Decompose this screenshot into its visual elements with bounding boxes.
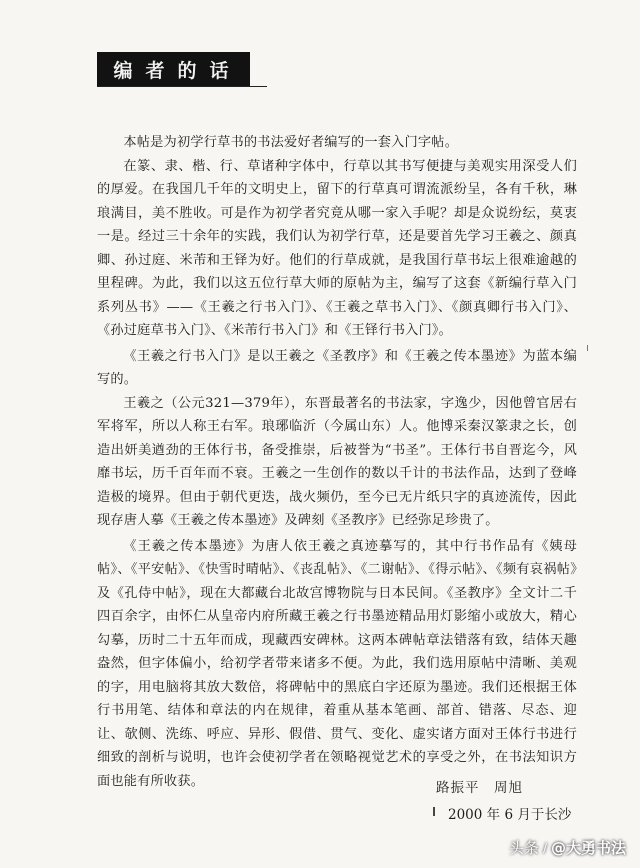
page-title: 编者的话 <box>97 52 250 86</box>
signature-date: 2000 年 6 月于长沙 <box>448 807 572 823</box>
paragraph-overview: 在篆、隶、楷、行、草诸种字体中，行草以其书写便捷与美观实用深受人们的厚爱。在我国几千年的文明史上，留下的行草真可谓流派纷呈，各有千秋，琳琅满目，美不胜收。可是作为初学者究竟从哪一家入手呢？却是众说纷纭，莫衷一是。经过三十余年的实践，我们认为初学行草，还是要首先学习王羲之、颜真卿、孙过庭、米芾和王铎为好。他们的行草成就，是我国行草书坛上很难逾越的里程碑。为此，我们以这五位行草大师的原帖为主，编写了这套《新编行草入门系列丛书》——《王羲之行书入门》、《王羲之草书入门》、《颜真卿行书入门》、《孙过庭草书入门》、《米芾行书入门》和《王铎行书入门》。 <box>97 158 577 338</box>
paragraph-sources: 《王羲之传本墨迹》为唐人依王羲之真迹摹写的，其中行书作品有《姨母帖》、《平安帖》、《快雪时晴帖》、《丧乱帖》、《二谢帖》、《得示帖》、《频有哀祸帖》及《孔侍中帖》，现在大都藏台北故宫博物院与日本民间。《圣教序》全文计二千四百余字，由怀仁从皇帝内府所藏王羲之行书墨迹精品用灯影缩小或放大，精心勾摹，历时二十五年而成，现藏西安碑林。这两本碑帖章法错落有致，结体天趣盎然，但字体偏小，给初学者带来诸多不便。为此，我们选用原帖中清晰、美观的字，用电脑将其放大数倍，将碑帖中的黑底白字还原为墨迹。我们还根据王体行书用笔、结体和章法的内在规律，着重从基本笔画、部首、错落、尽态、迎让、欹侧、洗练、呼应、异形、假借、贯气、变化、虚实诸方面对王体行书进行细致的剖析与说明，也许会使初学者在领略视觉艺术的享受之外，在书法知识方面也能有所收获。 <box>97 538 577 789</box>
signature-authors: 路振平 周旭 <box>436 780 523 796</box>
scan-mark <box>587 345 588 351</box>
preface-body <box>97 131 577 793</box>
paragraph-biography: 王羲之（公元321—379年），东晋最著名的书法家，字逸少，因他曾官居右军将军，所以人称王右军。琅琊临沂（今属山东）人。他博采秦汉篆隶之长，创造出妍美遒劲的王体行书，备受推崇，后被誉为“书圣”。王体行书自晋迄今，风靡书坛，历千百年而不衰。王羲之一生创作的数以千计的书法作品，达到了登峰造极的境界。但由于朝代更迭，战火频仍，至今已无片纸只字的真迹流传，因此现存唐人摹《王羲之传本墨迹》及碑刻《圣教序》已经弥足珍贵了。 <box>97 395 577 528</box>
paragraph-basis: 《王羲之行书入门》是以王羲之《圣教序》和《王羲之传本墨迹》为蓝本编写的。 <box>97 348 577 387</box>
paragraph-intro: 本帖是为初学行草书的书法爱好者编写的一套入门字帖。 <box>123 135 459 150</box>
watermark-source: 头条 <box>508 839 539 857</box>
watermark-separator: / <box>542 840 547 855</box>
title-underline <box>97 86 267 87</box>
scan-mark <box>433 807 435 816</box>
watermark-account: @大勇书法 <box>550 839 626 857</box>
watermark <box>509 837 626 858</box>
